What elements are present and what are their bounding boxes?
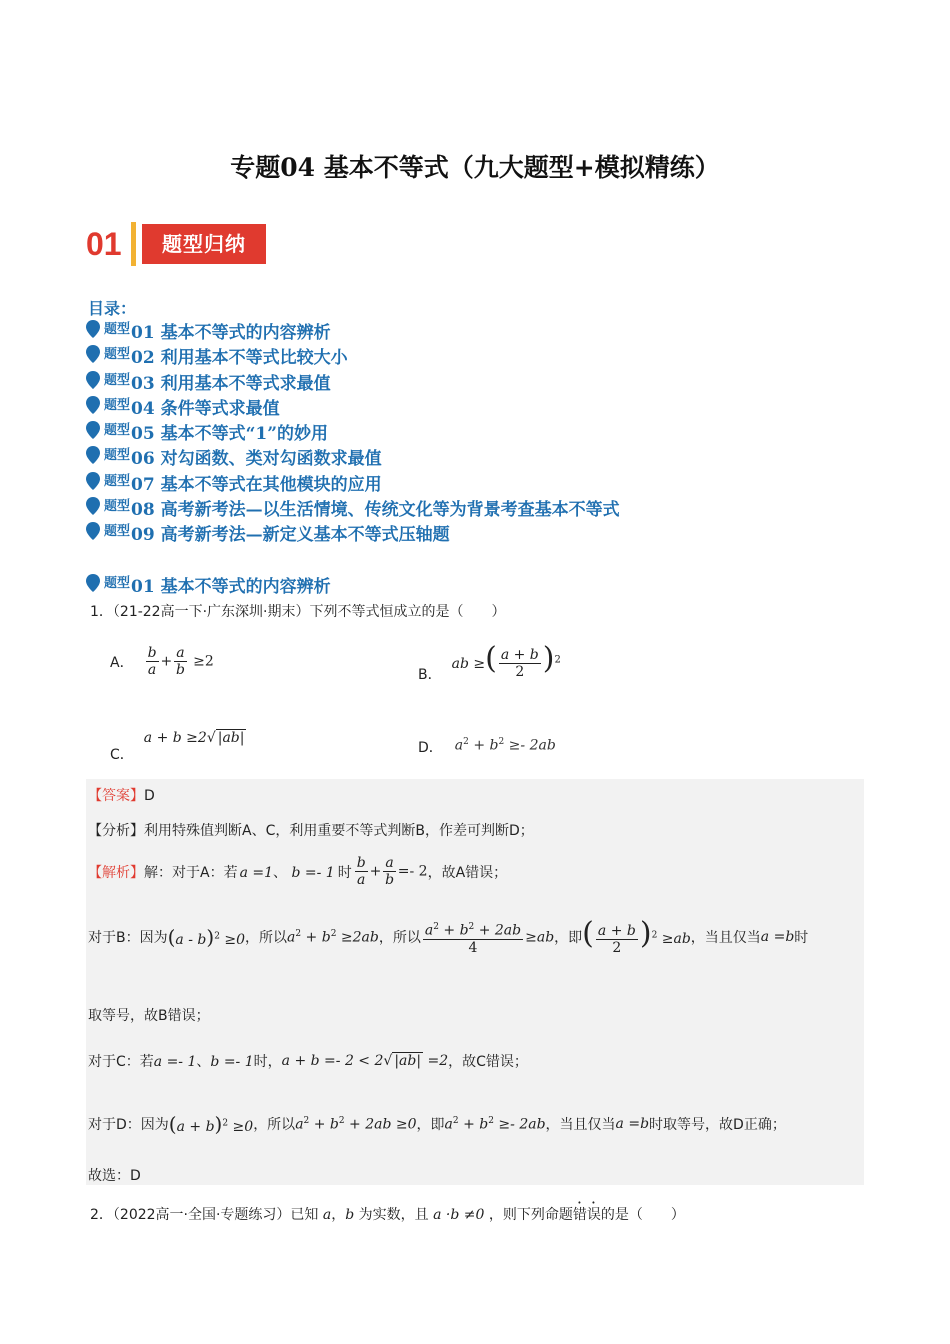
- solution-c-text-1: 对于C：若: [88, 1054, 154, 1070]
- toc-item[interactable]: [86, 520, 620, 545]
- q2-text-c: ，则下列命题: [488, 1207, 573, 1223]
- page-title: 专题04 基本不等式（九大题型+模拟精练）: [230, 153, 720, 182]
- q2-emphasis: 错误: [572, 1207, 601, 1223]
- q2-vars: a，b: [322, 1207, 355, 1223]
- solution-b-text-3: ，所以: [378, 930, 421, 947]
- toc-item-tag: 题型: [104, 499, 131, 515]
- solution-d-text-1: 对于D：因为: [88, 1117, 169, 1133]
- toc-item[interactable]: [86, 318, 620, 343]
- option-b: [418, 640, 561, 684]
- solution-conclusion: 故选：D: [88, 1168, 141, 1184]
- analysis-text: 利用特殊值判断A、C，利用重要不等式判断B，作差可判断D；: [144, 823, 534, 839]
- toc-item[interactable]: [86, 343, 620, 368]
- solution-c-formula-1: a =- 1、b =- 1: [153, 1054, 254, 1070]
- map-pin-icon: [86, 320, 100, 338]
- answer-line: [88, 785, 155, 805]
- q2-text-b: 为实数，且: [358, 1207, 429, 1223]
- toc-item-label: 09 高考新考法—新定义基本不等式压轴题: [131, 525, 450, 546]
- solution-b-text-6: 时: [794, 930, 809, 947]
- option-b-formula: ab ≥( $\frac{a + b}{2}$ )$^2$: [451, 640, 561, 681]
- solution-b-text-1: 对于B：因为: [88, 930, 168, 947]
- map-pin-icon: [86, 345, 100, 363]
- map-pin-icon: [86, 421, 100, 439]
- option-c-label: C．: [110, 747, 134, 763]
- solution-a-tail: ，故A错误；: [427, 864, 508, 881]
- toc-item-label: 07 基本不等式在其他模块的应用: [131, 474, 382, 495]
- solution-c-text-3: ，故C错误；: [448, 1054, 528, 1070]
- q2-text-d: 的是（ ）: [600, 1207, 685, 1223]
- toc-list: [86, 318, 620, 546]
- toc-item-tag: 题型: [104, 524, 131, 540]
- question-1-stem: 1．（21-22高一下·广东深圳·期末）下列不等式恒成立的是（ ）: [90, 604, 506, 620]
- section-heading: [86, 572, 331, 597]
- toc-item-label: 04 条件等式求最值: [131, 398, 280, 419]
- section-title: 01 基本不等式的内容辨析: [131, 577, 331, 597]
- toc-item-tag: 题型: [104, 473, 131, 489]
- solution-d-formula-4: a =b: [615, 1116, 650, 1132]
- solution-d-formula-3: $a^2 + b^2 \ge- 2ab$: [444, 1115, 546, 1133]
- section-tag: 题型: [104, 576, 131, 591]
- option-a-formula: $\frac{b}{a}$ + $\frac{a}{b}$ ≥2: [147, 645, 214, 678]
- option-c: [110, 722, 246, 764]
- solution-intro: 解：对于A：若: [144, 864, 238, 881]
- solution-b-formula-2: $a^2 + b^2 \ge 2ab$: [287, 929, 379, 946]
- option-a-label: A．: [110, 654, 134, 671]
- map-pin-icon: [86, 472, 100, 490]
- section-number: 01: [86, 226, 122, 262]
- toc-item[interactable]: [86, 369, 620, 394]
- map-pin-icon: [86, 446, 100, 464]
- toc-item-label: 08 高考新考法—以生活情境、传统文化等为背景考查基本不等式: [131, 500, 620, 521]
- toc-item[interactable]: [86, 495, 620, 520]
- toc-item[interactable]: [86, 394, 620, 419]
- solution-d-text-4: ，当且仅当: [545, 1117, 616, 1133]
- toc-item[interactable]: [86, 470, 620, 495]
- map-pin-icon: [86, 371, 100, 389]
- solution-d-text-2: ，所以: [253, 1117, 296, 1133]
- toc-item-label: 05 基本不等式“1”的妙用: [131, 424, 328, 445]
- solution-a-line: 【解析】 解：对于A：若 a =1、 b =- 1 时 $\frac{b}{a}$ + $\frac{a}{b}$ =- 2 ，故A错误；: [88, 855, 508, 888]
- toc-heading: 目录：: [88, 299, 137, 318]
- q2-text-a: 2．（2022高一·全国·专题练习）已知: [90, 1207, 319, 1223]
- toc-item-tag: 题型: [104, 347, 131, 363]
- solution-b-line-2: 取等号，故B错误；: [88, 1008, 210, 1024]
- solution-a-formula: a =1、 b =- 1: [239, 864, 335, 881]
- map-pin-icon: [86, 396, 100, 414]
- toc-item-label: 03 利用基本不等式求最值: [131, 373, 331, 394]
- solution-b-formula-4: ( $\frac{a + b}{2}$ )$^2$ ≥ab: [582, 916, 691, 956]
- toc-item-tag: 题型: [104, 372, 131, 388]
- toc-item-label: 01 基本不等式的内容辨析: [131, 323, 331, 343]
- solution-b-line: [88, 916, 809, 956]
- toc-item-tag: 题型: [104, 448, 131, 464]
- option-d: [418, 733, 556, 757]
- solution-label: 【解析】: [88, 864, 144, 881]
- solution-b-text-5: ，当且仅当: [690, 930, 761, 947]
- map-pin-icon: [86, 574, 100, 592]
- solution-b-formula-3: $\frac{a^2 + b^2 + 2ab}{4}$ ≥ab: [421, 919, 554, 956]
- toc-item-tag: 题型: [104, 322, 131, 337]
- answer-panel: [86, 779, 864, 1185]
- solution-b-formula-5: a =b: [760, 929, 795, 946]
- toc-item-label: 06 对勾函数、类对勾函数求最值: [131, 449, 382, 470]
- solution-b-text-4: ，即: [554, 930, 583, 947]
- map-pin-icon: [86, 497, 100, 515]
- section-label: 题型归纳: [142, 224, 266, 264]
- section-divider: [131, 222, 136, 266]
- analysis-line: [88, 820, 534, 840]
- solution-b-formula-1: (a - b)$^2$ ≥0: [167, 925, 246, 950]
- option-a: [110, 645, 214, 678]
- toc-item[interactable]: [86, 419, 620, 444]
- q2-condition: a ·b ≠0: [433, 1207, 485, 1223]
- solution-c-line: [88, 1051, 528, 1071]
- solution-d-formula-1: $(a + b)^2 \ge 0$: [168, 1112, 254, 1136]
- solution-c-text-2: 时，: [253, 1054, 282, 1070]
- toc-item[interactable]: [86, 444, 620, 469]
- map-pin-icon: [86, 522, 100, 540]
- solution-d-text-3: ，即: [416, 1117, 445, 1133]
- toc-item-label: 02 利用基本不等式比较大小: [131, 348, 348, 369]
- question-2-stem: [90, 1199, 685, 1224]
- analysis-label: 【分析】: [88, 823, 144, 839]
- solution-b-text-2: ，所以: [245, 930, 288, 947]
- option-c-formula: a + b ≥2√ |ab|: [143, 730, 245, 746]
- toc-item-tag: 题型: [104, 397, 131, 413]
- option-d-formula: $a^2 + b^2 \ge- 2ab$: [454, 736, 556, 754]
- solution-a-result: $\frac{b}{a}$ + $\frac{a}{b}$ =- 2: [356, 855, 428, 888]
- solution-d-line: [88, 1109, 786, 1139]
- answer-value: D: [144, 788, 155, 804]
- solution-d-text-5: 时取等号，故D正确；: [649, 1117, 786, 1133]
- answer-label: 【答案】: [88, 788, 144, 804]
- toc-item-tag: 题型: [104, 423, 131, 439]
- solution-c-formula-2: a + b =- 2 < 2√ |ab| =2: [281, 1053, 449, 1069]
- option-d-label: D．: [418, 740, 443, 756]
- solution-d-formula-2: $a^2 + b^2 + 2ab \ge 0$: [295, 1115, 417, 1133]
- option-b-label: B．: [418, 667, 442, 683]
